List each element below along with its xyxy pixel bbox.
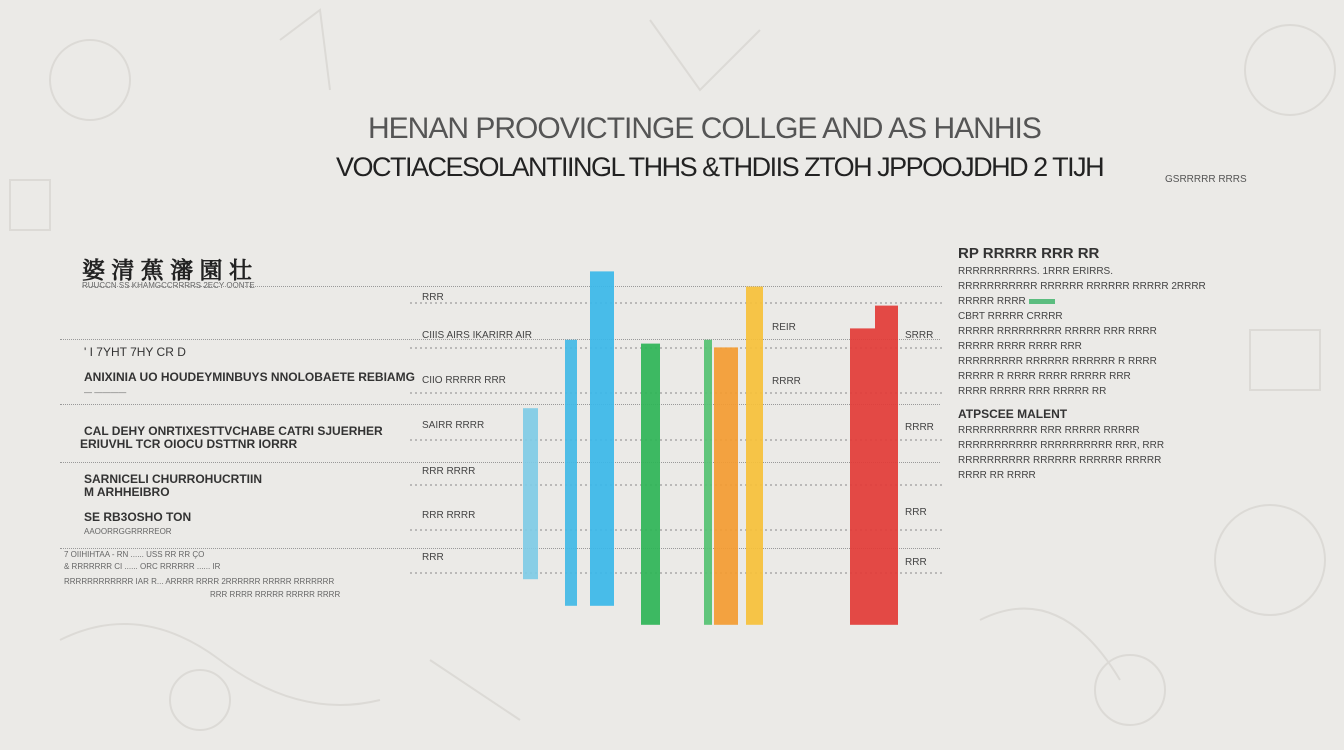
axis-label: RRR: [905, 557, 927, 568]
right-line: RRRR RR RRRR: [958, 470, 1036, 481]
footnote: & RRRRRRR CI ...... ORC RRRRRR ...... IR: [64, 562, 221, 571]
row-sub: M ARHHEIBRO: [84, 485, 170, 499]
right-panel: [958, 245, 1228, 485]
right-line: RRRRRRRRRRR RRRRRRRRRR RRR, RRR: [958, 440, 1165, 451]
bar-blue-1: [565, 340, 577, 606]
row-label: SE RB3OSHO TON: [84, 510, 192, 524]
right-section-title: ATPSCEE MALENT: [958, 407, 1068, 421]
footnote: RRRRRRRRRRRR IAR R... ARRRR RRRR 2RRRRRR RRRRR RRRRRRR: [64, 577, 335, 586]
chart-title: HENAN PROOVICTINGE COLLGE AND AS HANHIS: [368, 112, 1041, 145]
footnote: 7 OIIHIHTAA - RN ...... USS RR RR ÇO: [64, 550, 205, 559]
row-sub: AAOORRGGRRRREOR: [84, 527, 172, 536]
right-line: RRRRR RRRRRRRRR RRRRR RRR RRRR: [958, 326, 1157, 337]
axis-label: SAIRR RRRR: [422, 420, 485, 431]
right-line: RRRRRRRRRRR RRR RRRRR RRRRR: [958, 425, 1140, 436]
axis-label: REIR: [772, 322, 796, 333]
right-panel-heading: RP RRRRR RRR RR: [958, 245, 1100, 262]
right-line: RRRRRRRRRR RRRRRR RRRRRR RRRRR: [958, 455, 1162, 466]
bar-light-blue: [523, 408, 538, 579]
right-line: RRRRR R RRRR RRRR RRRRR RRR: [958, 371, 1131, 382]
row-label: ANIXINIA UO HOUDEYMINBUYS NNOLOBAETE REBIAMG: [84, 370, 415, 384]
left-panel-subheading: RUUCCN SS KHAMGCCRRRRS 2ECY OONTE: [82, 281, 255, 290]
footnote: RRR RRRR RRRRR RRRRR RRRR: [210, 590, 341, 599]
axis-label: RRR: [422, 292, 444, 303]
bar-blue-2: [590, 271, 614, 605]
axis-label: CIIO RRRRR RRR: [422, 375, 506, 386]
row-label: SARNICELI CHURROHUCRTIIN: [84, 472, 262, 486]
right-line: RRRRR RRRR: [958, 296, 1026, 307]
axis-label: RRR RRRR: [422, 466, 476, 477]
axis-label: RRR RRRR: [422, 510, 476, 521]
bar-red-1: [850, 328, 875, 624]
axis-label: SRRR: [905, 330, 934, 341]
row-sub: — ————: [84, 388, 127, 397]
bar-orange: [714, 347, 738, 624]
row-label: CAL DEHY ONRTIXESTTVCHABE CATRI SJUERHER: [84, 424, 383, 438]
axis-label: CIIIS AIRS IKARIRR AIR: [422, 330, 533, 341]
axis-label: RRRR: [772, 376, 801, 387]
bar-green-thin: [704, 340, 712, 625]
axis-label: RRR: [905, 507, 927, 518]
right-line: RRRR RRRRR RRR RRRRR RR: [958, 386, 1107, 397]
right-line: RRRRRRRRRRS. 1RRR ERIRRS.: [958, 266, 1114, 277]
axis-label: RRR: [422, 552, 444, 563]
row-sub: ERIUVHL TCR OIOCU DSTTNR IORRR: [80, 437, 298, 451]
axis-label: RRRR: [905, 422, 934, 433]
bar-red-2: [875, 306, 898, 625]
right-line: RRRRRRRRR RRRRRR RRRRRR R RRRR: [958, 356, 1157, 367]
right-line: CBRT RRRRR CRRRR: [958, 311, 1063, 322]
right-line: RRRRRRRRRRR RRRRRR RRRRRR RRRRR 2RRRR: [958, 281, 1206, 292]
row-label: ' I 7YHT 7HY CR D: [84, 345, 186, 359]
bar-yellow: [746, 287, 763, 625]
left-panel-heading: 婆 清 蕉 瀋 園 壮: [82, 257, 252, 283]
chart-subtitle: VOCTIACESOLANTIINGL THHS &THDIIS ZTOH JPPOOJDHD 2 TIJH: [336, 152, 1104, 182]
bar-green: [641, 344, 660, 625]
green-highlight: [1029, 299, 1055, 304]
right-line: RRRRR RRRR RRRR RRR: [958, 341, 1082, 352]
corner-label: GSRRRRR RRRS: [1165, 174, 1247, 185]
